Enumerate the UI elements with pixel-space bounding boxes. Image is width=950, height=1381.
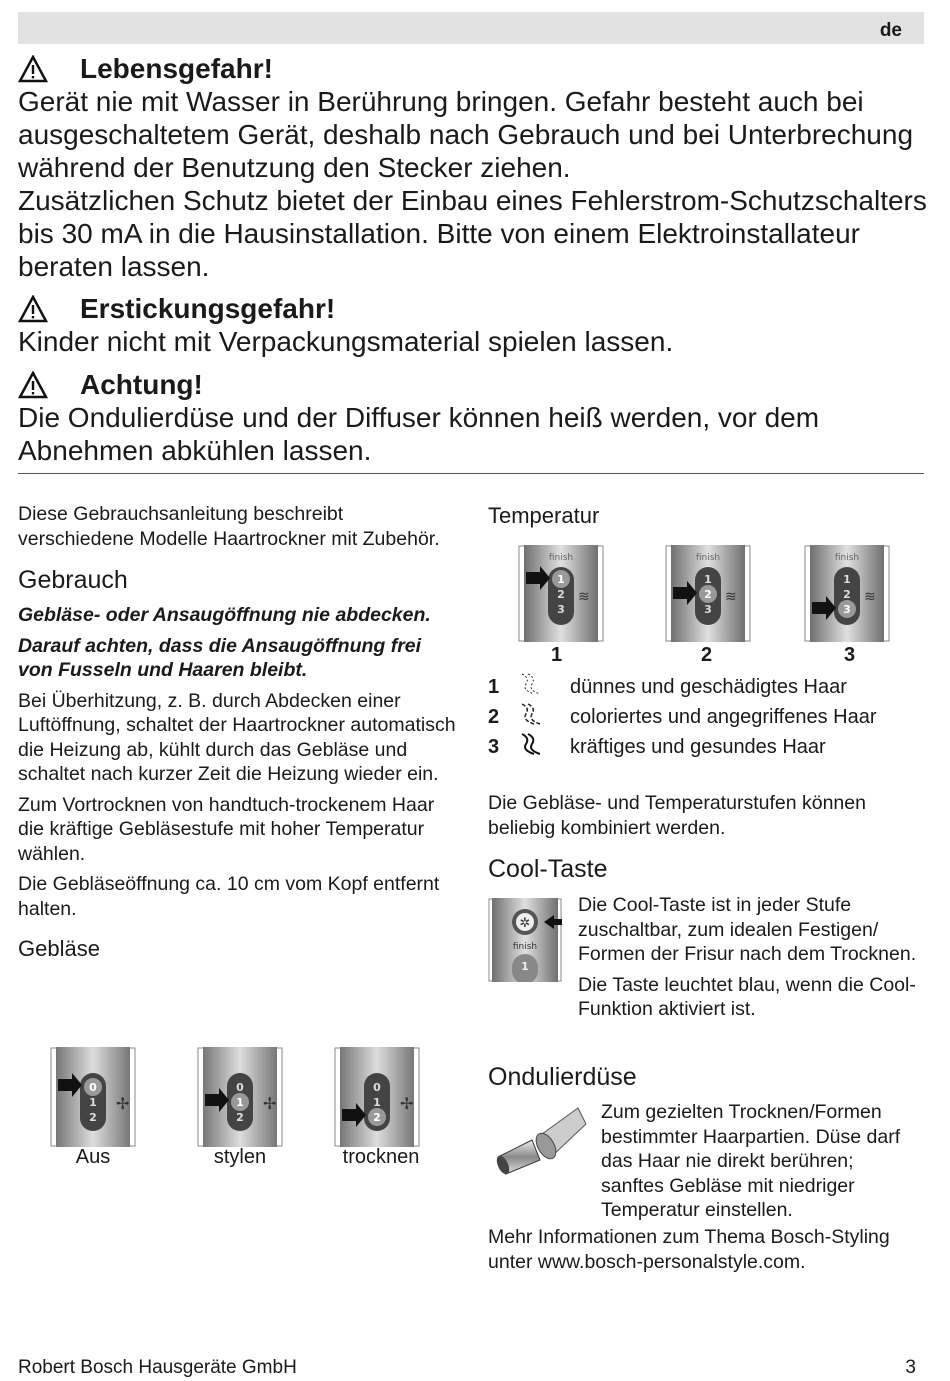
list-item [488, 732, 876, 762]
section-title-geblaese: Gebläse [18, 936, 100, 961]
fan-switch-off-illustration [50, 1047, 136, 1147]
list-text: coloriertes und angegriffenes Haar [570, 705, 877, 728]
fan-switch-style-illustration [197, 1047, 283, 1147]
cool-button-illustration [488, 898, 562, 982]
fan-switch-dry-illustration [334, 1047, 420, 1147]
list-text: kräftiges und gesundes Haar [570, 735, 826, 758]
temp-digit: 1 [557, 573, 565, 586]
language-code: de [879, 20, 902, 41]
body-text: Die Cool-Taste ist in jeder Stufe zuschaltbar, zum idealen Festigen/ Formen der Frisur nach dem Trocknen. [578, 894, 917, 965]
temp-figure-number: 3 [844, 644, 856, 666]
switch-digit: 2 [236, 1111, 244, 1124]
warning-triangle-icon [18, 371, 48, 399]
temp-figure-number: 1 [551, 644, 563, 666]
fan-caption: stylen [213, 1146, 267, 1168]
warning-title: Erstickungsgefahr! [80, 293, 336, 324]
temp-switch-2-illustration [665, 545, 751, 642]
body-text: Die Gebläse- und Temperaturstufen können beliebig kombiniert werden. [488, 792, 866, 839]
warning-line: bis 30 mA in die Hausinstallation. Bitte von einem Elektroinstallateur [18, 218, 860, 249]
nozzle-illustration [492, 1104, 588, 1180]
svg-text:✢: ✢ [116, 1094, 130, 1113]
warning-line: Zusätzlichen Schutz bietet der Einbau eines Fehlerstrom-Schutzschalters [18, 185, 927, 216]
left-column [18, 502, 458, 963]
svg-text:≋: ≋ [725, 589, 737, 605]
section-title-ondulierduese: Ondulierdüse [488, 1063, 637, 1091]
cool-text [578, 893, 918, 1028]
intro-text: Diese Gebrauchsanleitung beschreibt verschiedene Modelle Haartrockner mit Zubehör. [18, 503, 440, 550]
temp-digit: 2 [704, 588, 712, 601]
body-text: Bei Überhitzung, z. B. durch Abdecken einer Luftöffnung, schaltet der Haartrockner automatisch die Heizung ab, kühlt durch das Gebläse und schaltet nach kurzer Zeit die Heizung wieder ein. [18, 689, 456, 785]
warning-heading [18, 52, 928, 85]
thin-hair-icon [518, 672, 570, 702]
temp-switch-1-illustration [518, 545, 604, 642]
fan-caption: Aus [75, 1146, 111, 1168]
svg-text:✢: ✢ [400, 1094, 414, 1113]
warning-triangle-icon [18, 295, 48, 323]
temp-digit: 3 [557, 603, 565, 616]
temp-digit: 1 [843, 573, 851, 586]
warning-caution [18, 368, 928, 467]
colored-hair-icon [518, 702, 570, 732]
page-number: 3 [905, 1357, 916, 1378]
finish-label: finish [695, 553, 721, 563]
strong-hair-icon [518, 732, 570, 762]
switch-digit: 2 [373, 1111, 381, 1124]
svg-text:✲: ✲ [519, 916, 531, 931]
switch-digit: 0 [373, 1081, 381, 1094]
switch-digit: 1 [236, 1096, 244, 1109]
list-item [488, 702, 876, 732]
body-text: Mehr Informationen zum Thema Bosch-Styling unter www.bosch-personalstyle.com. [488, 1226, 890, 1273]
switch-digit: 0 [236, 1081, 244, 1094]
list-number: 2 [488, 705, 500, 728]
warning-title: Achtung! [80, 369, 203, 400]
switch-digit: 2 [89, 1111, 97, 1124]
finish-label: finish [834, 553, 860, 563]
warning-line: Kinder nicht mit Verpackungsmaterial spielen lassen. [18, 326, 674, 357]
svg-text:✢: ✢ [263, 1094, 277, 1113]
warning-line: Gerät nie mit Wasser in Berührung bringen. Gefahr besteht auch bei [18, 86, 864, 117]
nozzle-text [601, 1100, 921, 1229]
temp-digit: 2 [843, 588, 851, 601]
warning-title: Lebensgefahr! [80, 53, 273, 84]
footer-company: Robert Bosch Hausgeräte GmbH [18, 1357, 297, 1378]
temp-digit: 3 [704, 603, 712, 616]
temp-digit: 1 [704, 573, 712, 586]
list-item [488, 672, 876, 702]
warning-heading [18, 368, 928, 401]
temp-switch-3-illustration [804, 545, 890, 642]
temperature-list [488, 672, 876, 762]
finish-label: finish [548, 553, 574, 563]
body-text: Zum Vortrocknen von handtuch-trockenem Haar die kräftige Gebläsestufe mit hoher Temperatur wählen. [18, 793, 435, 865]
list-number: 1 [488, 675, 500, 698]
section-title-gebrauch: Gebrauch [18, 566, 128, 594]
svg-text:≋: ≋ [578, 589, 590, 605]
warning-suffocation [18, 292, 928, 358]
warning-heading [18, 292, 928, 325]
list-number: 3 [488, 735, 500, 758]
switch-digit: 1 [89, 1096, 97, 1109]
svg-text:≋: ≋ [864, 589, 876, 605]
switch-digit: 1 [373, 1096, 381, 1109]
temp-figure-number: 2 [701, 644, 713, 666]
warning-life-danger [18, 52, 928, 283]
warning-triangle-icon [18, 55, 48, 83]
usage-warning: Darauf achten, dass die Ansaugöffnung frei von Fusseln und Haaren bleibt. [18, 634, 422, 681]
finish-label: finish [512, 942, 538, 952]
section-divider [18, 473, 924, 474]
warning-line: beraten lassen. [18, 251, 210, 282]
warning-line: Abnehmen abkühlen lassen. [18, 435, 372, 466]
header-bar [18, 12, 924, 44]
section-title-temperatur: Temperatur [488, 503, 600, 528]
usage-warning: Gebläse- oder Ansaugöffnung nie abdecken. [18, 604, 431, 626]
body-text: Zum gezielten Trocknen/Formen bestimmter Haarpartien. Düse darf das Haar nie direkt berühren; sanftes Gebläse mit niedriger Temperatur einstellen. [601, 1101, 901, 1221]
warning-line: ausgeschaltetem Gerät, deshalb nach Gebrauch und bei Unterbrechung [18, 119, 914, 150]
fan-caption: trocknen [342, 1146, 420, 1168]
section-title-cool: Cool-Taste [488, 855, 608, 883]
warning-line: Die Ondulierdüse und der Diffuser können heiß werden, vor dem [18, 402, 820, 433]
body-text: Die Gebläseöffnung ca. 10 cm vom Kopf entfernt halten. [18, 873, 440, 920]
list-text: dünnes und geschädigtes Haar [570, 675, 847, 698]
temp-digit: 3 [843, 603, 851, 616]
body-text: Die Taste leuchtet blau, wenn die Cool-Funktion aktiviert ist. [578, 973, 916, 1020]
temp-digit: 1 [521, 960, 529, 973]
right-column-text [488, 791, 918, 884]
warning-line: während der Benutzung den Stecker ziehen. [18, 152, 571, 183]
switch-digit: 0 [89, 1081, 97, 1094]
temp-digit: 2 [557, 588, 565, 601]
more-info [488, 1225, 928, 1280]
